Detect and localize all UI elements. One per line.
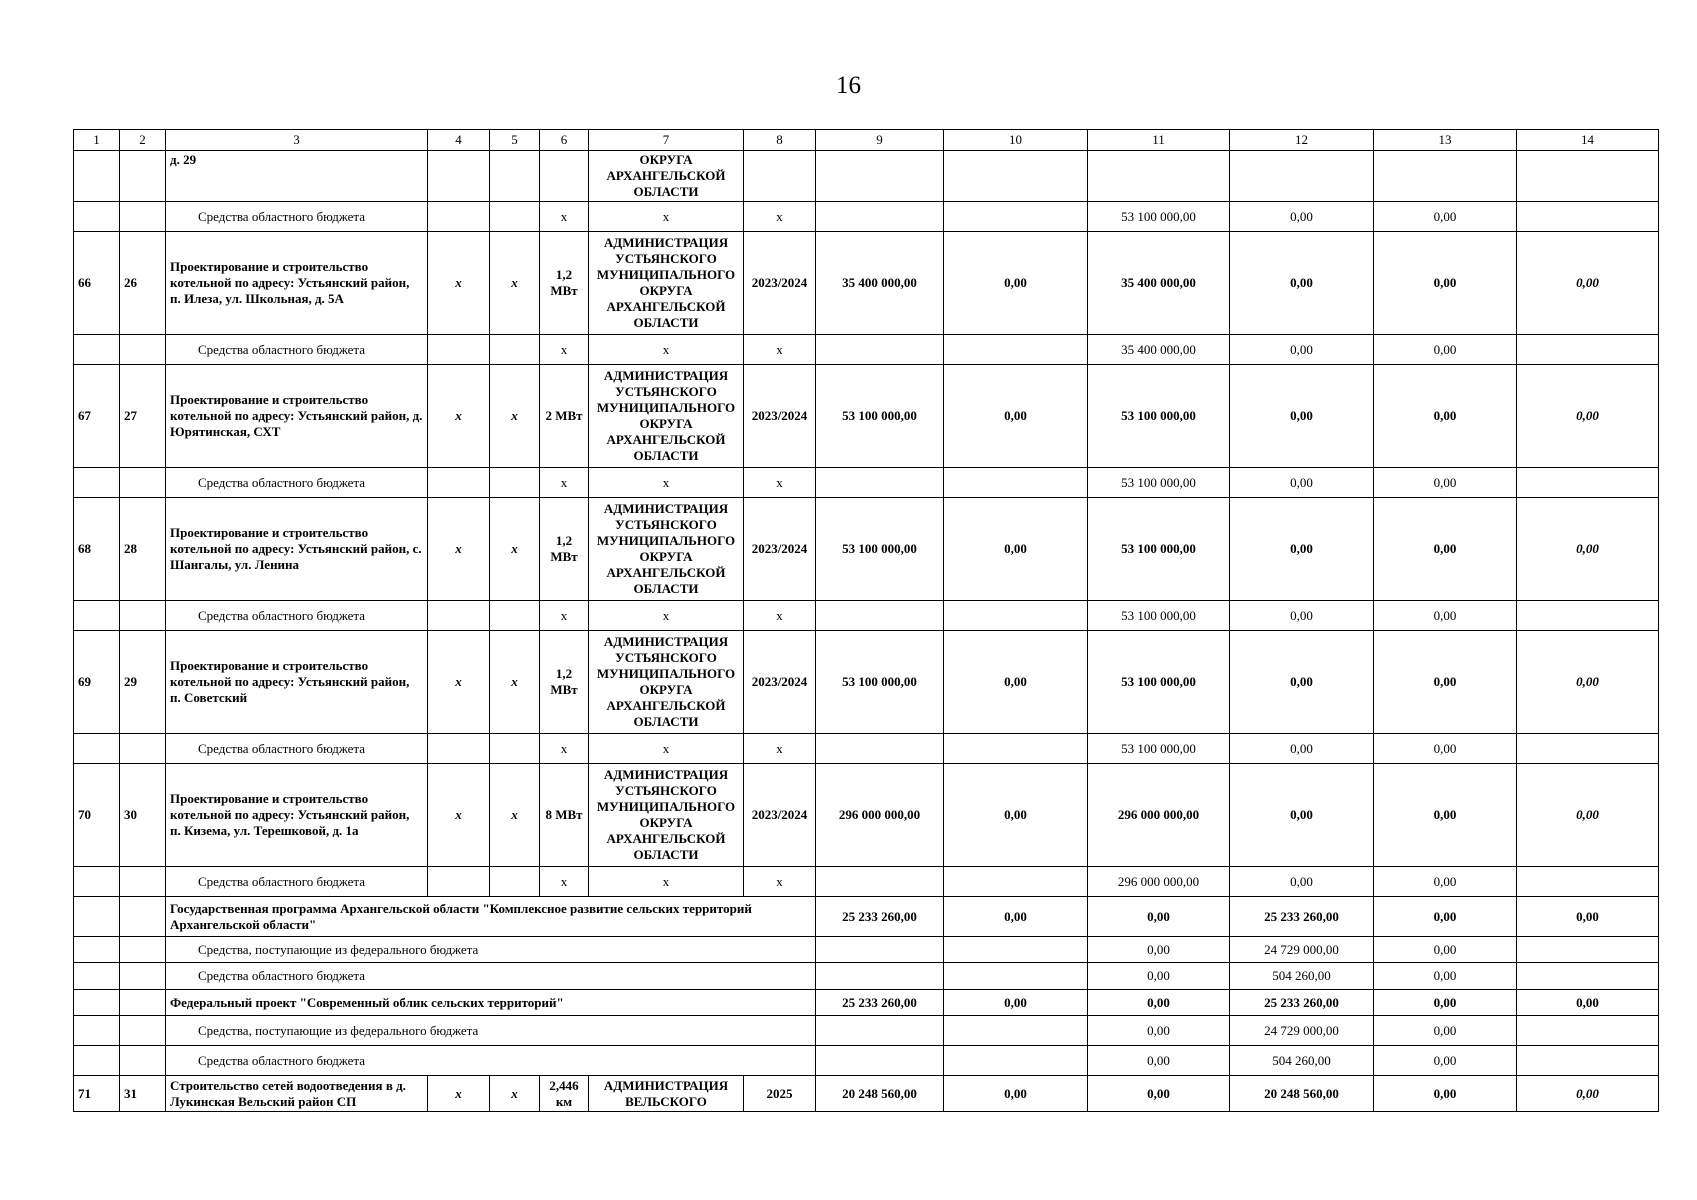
table-cell: 0,00 [1374,1076,1517,1112]
table-cell [74,897,120,937]
capacity: 1,2 МВт [540,631,589,734]
table-cell: 0,00 [944,1076,1088,1112]
header-cell: 4 [428,130,490,151]
table-cell [1517,1016,1659,1046]
table-cell: 0,00 [1517,498,1659,601]
table-cell: 24 729 000,00 [1230,1016,1374,1046]
period: 2025 [744,1076,816,1112]
table-cell [816,1016,944,1046]
table-cell: 0,00 [1230,232,1374,335]
table-cell: х [428,498,490,601]
table-cell: 25 233 260,00 [1230,990,1374,1016]
table-cell: 20 248 560,00 [1230,1076,1374,1112]
header-cell: 6 [540,130,589,151]
table-cell: х [744,867,816,897]
table-cell: 0,00 [1374,897,1517,937]
table-cell: х [744,601,816,631]
table-cell [120,151,166,202]
project-name: Проектирование и строительство котельной по адресу: Устьянский район, п. Кизема, ул. Терешковой, д. 1а [166,764,428,867]
table-cell [428,867,490,897]
table-cell: 0,00 [944,365,1088,468]
table-cell [74,1046,120,1076]
table-cell: х [540,468,589,498]
table-cell: 35 400 000,00 [1088,232,1230,335]
table-cell [816,601,944,631]
table-cell: 53 100 000,00 [1088,601,1230,631]
funding-row [74,734,1659,764]
table-cell [1230,151,1374,202]
funding-label: Средства областного бюджета [166,601,428,631]
project-row [74,365,1659,468]
funding-label: Средства областного бюджета [166,1046,816,1076]
table-cell [74,151,120,202]
table-cell [1517,1046,1659,1076]
table-cell: 0,00 [1517,232,1659,335]
table-cell: 0,00 [1517,764,1659,867]
capacity: 1,2 МВт [540,498,589,601]
period: 2023/2024 [744,764,816,867]
period: 2023/2024 [744,232,816,335]
header-cell: 5 [490,130,540,151]
table-cell: 0,00 [1374,990,1517,1016]
table-cell: х [490,764,540,867]
table-cell [74,468,120,498]
table-cell [816,1046,944,1076]
table-cell: 0,00 [1374,1046,1517,1076]
table-cell: 25 233 260,00 [816,897,944,937]
funding-row [74,202,1659,232]
row-number: 70 [74,764,120,867]
table-cell [428,734,490,764]
table-cell: 296 000 000,00 [1088,764,1230,867]
table-cell: 0,00 [944,631,1088,734]
table-cell [944,468,1088,498]
table-cell: 0,00 [1230,365,1374,468]
table-cell: 0,00 [944,990,1088,1016]
table-cell: 0,00 [944,232,1088,335]
table-cell: х [540,867,589,897]
table-cell: 0,00 [1374,734,1517,764]
capacity: 1,2 МВт [540,232,589,335]
funding-row [74,468,1659,498]
table-cell [120,468,166,498]
organization: АДМИНИСТРАЦИЯ УСТЬЯНСКОГО МУНИЦИПАЛЬНОГО ОКРУГА АРХАНГЕЛЬСКОЙ ОБЛАСТИ [589,365,744,468]
table-cell [120,1016,166,1046]
funding-row [74,601,1659,631]
table-cell [1374,151,1517,202]
table-cell [74,963,120,990]
table-cell: 0,00 [1088,937,1230,963]
table-cell: 0,00 [1230,764,1374,867]
table-cell: 0,00 [1374,468,1517,498]
project-row [74,1076,1659,1112]
table-cell [120,335,166,365]
table-cell [120,601,166,631]
capacity: 2 МВт [540,365,589,468]
table-cell: х [490,1076,540,1112]
table-cell: 0,00 [1088,1016,1230,1046]
header-cell: 7 [589,130,744,151]
funding-row [74,867,1659,897]
table-cell: 0,00 [1230,498,1374,601]
table-cell: х [744,734,816,764]
header-cell: 11 [1088,130,1230,151]
table-cell: 0,00 [1374,365,1517,468]
table-cell [1517,734,1659,764]
project-name: Проектирование и строительство котельной по адресу: Устьянский район, с. Шангалы, ул. Ленина [166,498,428,601]
table-cell: 0,00 [1088,1076,1230,1112]
table-cell [1517,867,1659,897]
table-cell: 53 100 000,00 [1088,365,1230,468]
table-cell: х [589,601,744,631]
table-cell: 0,00 [1374,1016,1517,1046]
table-cell [490,202,540,232]
table-cell [490,601,540,631]
program-row [74,990,1659,1016]
table-cell [1517,202,1659,232]
table-cell: х [744,335,816,365]
table-cell [120,1046,166,1076]
table-cell: х [540,601,589,631]
table-body [74,130,1659,1112]
table-cell [74,335,120,365]
table-cell [74,734,120,764]
program-row [74,897,1659,937]
header-cell: 14 [1517,130,1659,151]
table-cell: 0,00 [1517,897,1659,937]
table-cell: х [428,631,490,734]
row-subnumber: 31 [120,1076,166,1112]
table-cell [428,468,490,498]
funding-label: Средства, поступающие из федерального бюджета [166,1016,816,1046]
table-cell: 24 729 000,00 [1230,937,1374,963]
table-cell: 0,00 [1517,1076,1659,1112]
row-subnumber: 28 [120,498,166,601]
table-cell: х [428,365,490,468]
table-cell: 53 100 000,00 [1088,631,1230,734]
funding-row [74,335,1659,365]
table-cell: 0,00 [1230,468,1374,498]
header-row [74,130,1659,151]
funding-label: Средства областного бюджета [166,335,428,365]
table-cell: 0,00 [1374,764,1517,867]
table-cell: 0,00 [1517,631,1659,734]
project-row [74,631,1659,734]
program-title: Государственная программа Архангельской области "Комплексное развитие сельских территорий Архангельской области" [166,897,816,937]
table-cell: 0,00 [1088,990,1230,1016]
table-cell [490,335,540,365]
table-cell: 53 100 000,00 [1088,498,1230,601]
table-cell: х [490,365,540,468]
table-cell: х [490,232,540,335]
table-cell: 35 400 000,00 [816,232,944,335]
table-cell: 53 100 000,00 [1088,468,1230,498]
header-cell: 1 [74,130,120,151]
table-cell: х [428,1076,490,1112]
table-cell [74,202,120,232]
table-cell: х [589,468,744,498]
table-cell [1517,151,1659,202]
table-cell: 0,00 [1374,867,1517,897]
table-cell [74,937,120,963]
row-number: 66 [74,232,120,335]
header-cell: 10 [944,130,1088,151]
table-cell [816,202,944,232]
project-row [74,232,1659,335]
table-cell [1517,963,1659,990]
table-cell: х [540,335,589,365]
table-cell: 20 248 560,00 [816,1076,944,1112]
table-cell: х [589,202,744,232]
table-cell [944,335,1088,365]
period: 2023/2024 [744,498,816,601]
table-cell: 0,00 [1230,631,1374,734]
table-cell: х [540,734,589,764]
organization: АДМИНИСТРАЦИЯ ВЕЛЬСКОГО [589,1076,744,1112]
table-cell [428,601,490,631]
table-cell: 53 100 000,00 [816,631,944,734]
table-cell: 0,00 [1230,734,1374,764]
table-cell: х [490,631,540,734]
organization: АДМИНИСТРАЦИЯ УСТЬЯНСКОГО МУНИЦИПАЛЬНОГО ОКРУГА АРХАНГЕЛЬСКОЙ ОБЛАСТИ [589,232,744,335]
table-cell [816,335,944,365]
table-cell: х [490,498,540,601]
table-cell: 0,00 [1230,867,1374,897]
table-cell [816,734,944,764]
table-cell [490,867,540,897]
header-cell: 9 [816,130,944,151]
row-number: 71 [74,1076,120,1112]
period: 2023/2024 [744,365,816,468]
table-cell [944,937,1088,963]
table-cell: 0,00 [1374,232,1517,335]
table-cell [944,1046,1088,1076]
funding-row [74,937,1659,963]
table-cell [120,202,166,232]
project-name: д. 29 [166,151,428,202]
table-cell: 53 100 000,00 [816,365,944,468]
table-cell [490,468,540,498]
header-cell: 3 [166,130,428,151]
funding-label: Средства, поступающие из федерального бюджета [166,937,816,963]
project-row [74,498,1659,601]
table-cell [74,867,120,897]
table-cell [74,601,120,631]
table-cell [816,963,944,990]
table-cell [120,937,166,963]
row-subnumber: 30 [120,764,166,867]
row-number: 68 [74,498,120,601]
organization: АДМИНИСТРАЦИЯ УСТЬЯНСКОГО МУНИЦИПАЛЬНОГО ОКРУГА АРХАНГЕЛЬСКОЙ ОБЛАСТИ [589,631,744,734]
table-cell [944,151,1088,202]
table-cell [944,601,1088,631]
table-cell: 0,00 [944,764,1088,867]
table-cell: 0,00 [1088,1046,1230,1076]
table-cell: 53 100 000,00 [816,498,944,601]
table-cell: 296 000 000,00 [816,764,944,867]
budget-table [73,129,1659,1112]
table-cell: х [540,202,589,232]
table-cell [816,151,944,202]
table-cell [428,335,490,365]
table-cell: х [428,232,490,335]
project-name: Проектирование и строительство котельной по адресу: Устьянский район, п. Илеза, ул. Школьная, д. 5А [166,232,428,335]
funding-label: Средства областного бюджета [166,867,428,897]
table-cell [944,202,1088,232]
table-cell: х [589,734,744,764]
table-cell: 53 100 000,00 [1088,734,1230,764]
table-cell: 0,00 [1517,365,1659,468]
table-cell [944,734,1088,764]
table-cell [816,468,944,498]
table-cell [1517,468,1659,498]
table-cell: 0,00 [1374,335,1517,365]
funding-label: Средства областного бюджета [166,734,428,764]
table-cell: х [744,202,816,232]
table-cell [490,734,540,764]
table-cell [120,897,166,937]
table-cell [490,151,540,202]
table-cell: 0,00 [1230,335,1374,365]
table-cell: 25 233 260,00 [816,990,944,1016]
table-cell: 0,00 [1374,937,1517,963]
table-cell [944,1016,1088,1046]
project-name: Проектирование и строительство котельной по адресу: Устьянский район, п. Советский [166,631,428,734]
table-cell: 0,00 [944,897,1088,937]
funding-row [74,1016,1659,1046]
table-cell: 0,00 [944,498,1088,601]
table-cell [1517,601,1659,631]
funding-row [74,1046,1659,1076]
table-cell [74,1016,120,1046]
page-number: 16 [836,72,861,99]
organization: ОКРУГА АРХАНГЕЛЬСКОЙ ОБЛАСТИ [589,151,744,202]
table-cell [120,734,166,764]
row-subnumber: 26 [120,232,166,335]
table-cell [428,202,490,232]
project-name: Строительство сетей водоотведения в д. Лукинская Вельский район СП [166,1076,428,1112]
continuation-row [74,151,1659,202]
table-cell [944,963,1088,990]
table-cell: 0,00 [1517,990,1659,1016]
header-cell: 12 [1230,130,1374,151]
program-title: Федеральный проект "Современный облик сельских территорий" [166,990,816,1016]
table-cell: 0,00 [1374,202,1517,232]
table-cell: х [589,335,744,365]
funding-row [74,963,1659,990]
table-cell: 53 100 000,00 [1088,202,1230,232]
project-row [74,764,1659,867]
table-cell: х [428,764,490,867]
table-cell: 0,00 [1374,631,1517,734]
table-cell [120,990,166,1016]
table-cell [1517,937,1659,963]
header-cell: 2 [120,130,166,151]
table-cell [540,151,589,202]
table-cell: 25 233 260,00 [1230,897,1374,937]
row-number: 67 [74,365,120,468]
table-cell [1517,335,1659,365]
header-cell: 8 [744,130,816,151]
table-cell: 296 000 000,00 [1088,867,1230,897]
table-cell [120,963,166,990]
row-subnumber: 27 [120,365,166,468]
funding-label: Средства областного бюджета [166,468,428,498]
table-cell: х [589,867,744,897]
table-cell [428,151,490,202]
table-cell: 0,00 [1374,498,1517,601]
table-cell: 0,00 [1374,601,1517,631]
table-cell: 0,00 [1088,963,1230,990]
table-cell: 0,00 [1230,601,1374,631]
funding-label: Средства областного бюджета [166,963,816,990]
table-cell: 504 260,00 [1230,963,1374,990]
header-cell: 13 [1374,130,1517,151]
table-cell [120,867,166,897]
capacity: 2,446 км [540,1076,589,1112]
table-cell [74,990,120,1016]
row-number: 69 [74,631,120,734]
project-name: Проектирование и строительство котельной по адресу: Устьянский район, д. Юрятинская, СХТ [166,365,428,468]
table-cell [744,151,816,202]
table-cell: 0,00 [1374,963,1517,990]
organization: АДМИНИСТРАЦИЯ УСТЬЯНСКОГО МУНИЦИПАЛЬНОГО ОКРУГА АРХАНГЕЛЬСКОЙ ОБЛАСТИ [589,764,744,867]
table-cell: х [744,468,816,498]
funding-label: Средства областного бюджета [166,202,428,232]
table-cell [816,937,944,963]
table-cell: 0,00 [1088,897,1230,937]
period: 2023/2024 [744,631,816,734]
organization: АДМИНИСТРАЦИЯ УСТЬЯНСКОГО МУНИЦИПАЛЬНОГО ОКРУГА АРХАНГЕЛЬСКОЙ ОБЛАСТИ [589,498,744,601]
table-cell: 504 260,00 [1230,1046,1374,1076]
table-cell [1088,151,1230,202]
table-cell [816,867,944,897]
table-cell [944,867,1088,897]
table-cell: 0,00 [1230,202,1374,232]
table-cell: 35 400 000,00 [1088,335,1230,365]
row-subnumber: 29 [120,631,166,734]
capacity: 8 МВт [540,764,589,867]
